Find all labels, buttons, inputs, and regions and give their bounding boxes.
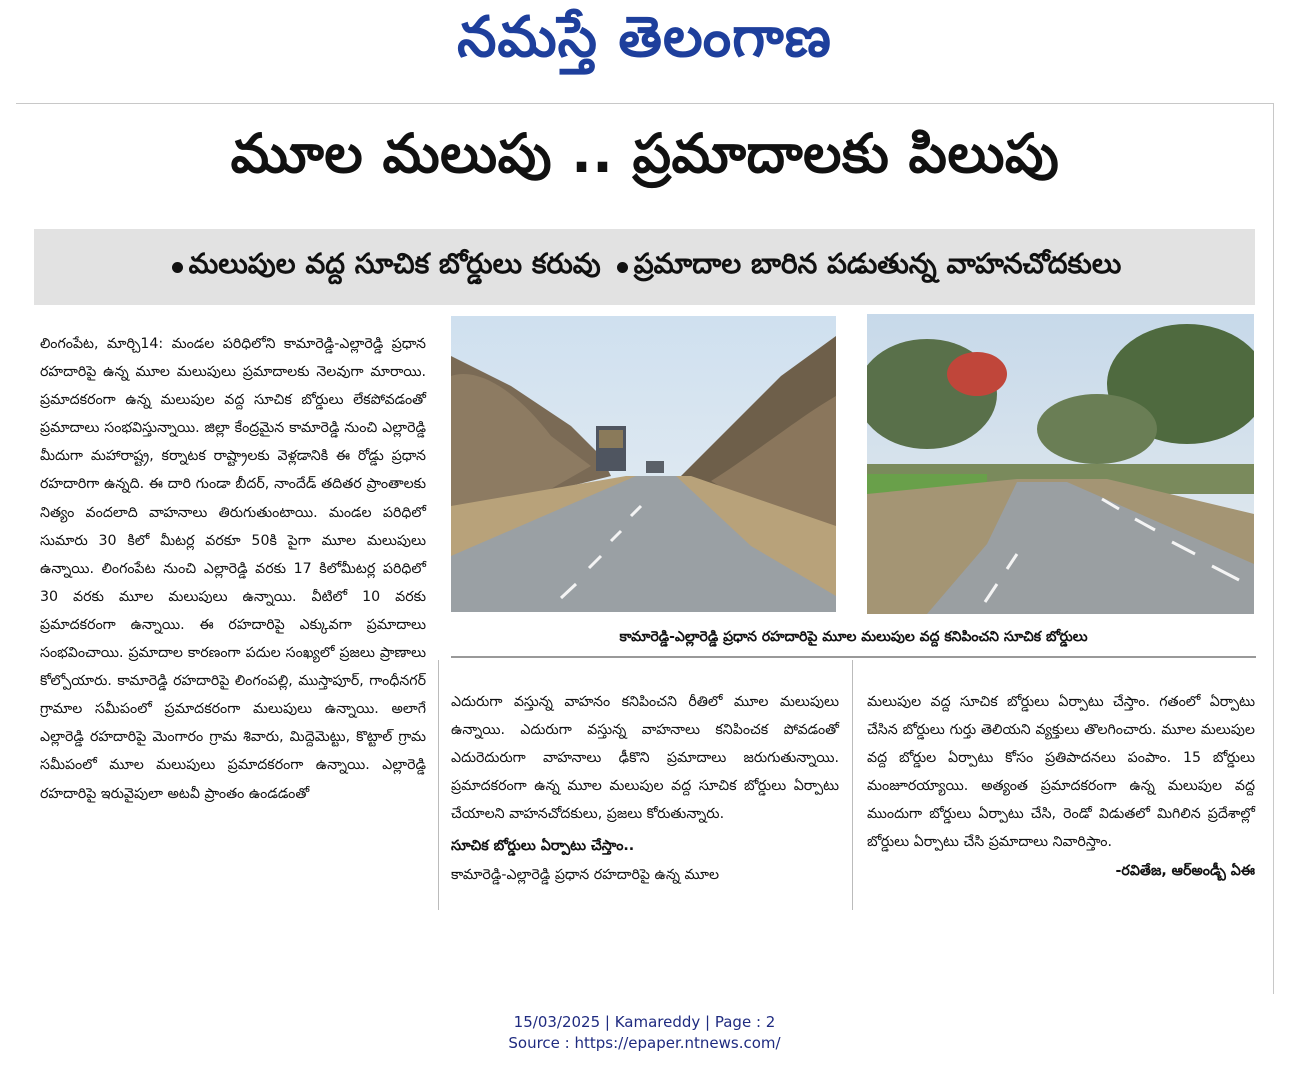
- article-text-col1: లింగంపేట, మార్చి14: మండల పరిధిలోని కామారెడ్డి-ఎల్లారెడ్డి ప్రధాన రహదారిపై ఉన్న మూల మలుపులు ప్రమాదాలకు నెలవుగా మారాయి. ప్రమాదకరంగా ఉన్న మలుపుల వద్ద సూచిక బోర్డులు లేకపోవడంతో ప్రమాదాలు సంభవిస్తున్నాయి. జిల్లా కేంద్రమైన కామారెడ్డి నుంచి ఎల్లారెడ్డి మీదుగా మహారాష్ట్ర, కర్నాటక రాష్ట్రాలకు వెళ్లడానికి ఈ రోడ్డు ప్రధాన రహదారిగా ఉన్నది. ఈ దారి గుండా బీదర్, నాందేడ్ తదితర ప్రాంతాలకు నిత్యం వందలాది వాహనాలు తిరుగుతుంటాయి. మండల పరిధిలో సుమారు 30 కిలో మీటర్ల వరకూ 50కి పైగా మూల మలుపులు ఉన్నాయి. లింగంపేట నుంచి ఎల్లారెడ్డి వరకు 17 కిలోమీటర్ల పరిధిలో 30 వరకు మూల మలుపులు ఉన్నాయి. వీటిలో 10 వరకు ప్రమాదకరంగా ఉన్నాయి. ఈ రహదారిపై ఎక్కువగా ప్రమాదాలు సంభవించాయి. ప్రమాదాల కారణంగా పదుల సంఖ్యలో ప్రజలు ప్రాణాలు కోల్పోయారు. కామారెడ్డి రహదారిపై లింగంపల్లి, ముస్తాపూర్, గాంధీనగర్ గ్రామాల సమీపంలో ప్రమాదకరంగా మలుపులు ఉన్నాయి. అలాగే ఎల్లారెడ్డి రహదారిపై మెంగారం గ్రామ శివారు, మిద్దెమెట్టు, కొట్టాల్ గ్రామ సమీపంలో మూల మలుపులు ప్రమాదకరంగా ఉన్నాయి. ఎల్లారెడ్డి రహదారిపై ఇరువైపులా అటవీ ప్రాంతం ఉండడంతో: [40, 336, 426, 802]
- subheadline-box: [34, 229, 1255, 305]
- article-subtitle: సూచిక బోర్డులు ఏర్పాటు చేస్తాం..: [451, 838, 635, 855]
- footer-date-line: 15/03/2025 | Kamareddy | Page : 2: [513, 1013, 776, 1031]
- page-frame-top: [16, 103, 1274, 104]
- column-divider-1: [438, 660, 439, 910]
- article-byline: -రవితేజ, ఆర్అండ్బీ ఏఈ: [1115, 862, 1255, 879]
- article-text-col2: ఎదురుగా వస్తున్న వాహనం కనిపించని రీతిలో మూల మలుపులు ఉన్నాయి. ఎదురుగా వస్తున్న వాహనాలు కనిపించక పోవడంతో ఎదురెదురుగా వాహనాలు ఢీకొని ప్రమాదాలు జరుగుతున్నాయి. ప్రమాదకరంగా ఉన్న మూల మలుపుల వద్ద సూచిక బోర్డులు ఏర్పాటు చేయాలని వాహనచోదకులు, ప్రజలు కోరుతున్నారు.: [451, 694, 839, 823]
- bullet-icon: [617, 262, 628, 273]
- page-frame-right: [1273, 104, 1274, 994]
- bullet-icon: [172, 262, 183, 273]
- article-column-2: [451, 688, 839, 889]
- road-photo-1: [451, 316, 836, 612]
- article-text-col3: మలుపుల వద్ద సూచిక బోర్డులు ఏర్పాటు చేస్తాం. గతంలో ఏర్పాటు చేసిన బోర్డులు గుర్తు తెలియని వ్యక్తులు తొలగించారు. మూల మలుపుల వద్ద బోర్డుల ఏర్పాటు కోసం ప్రతిపాదనలు పంపాం. 15 బోర్డులు మంజూరయ్యాయి. అత్యంత ప్రమాదకరంగా ఉన్న మలుపుల వద్ద ముందుగా బోర్డులు ఏర్పాటు చేసి, రెండో విడుతలో మిగిలిన ప్రదేశాల్లో బోర్డులు ఏర్పాటు చేసి ప్రమాదాలు నివారిస్తాం.: [867, 694, 1255, 851]
- subheadline-item-1: మలుపుల వద్ద సూచిక బోర్డులు కరువు: [188, 247, 601, 280]
- road-photo-2: [867, 314, 1254, 614]
- article-text-col2-tail: కామారెడ్డి-ఎల్లారెడ్డి ప్రధాన రహదారిపై ఉన్న మూల: [451, 866, 720, 883]
- article-column-3: [867, 688, 1255, 885]
- column-divider-2: [852, 660, 853, 910]
- article-headline: మూల మలుపు .. ప్రమాదాలకు పిలుపు: [230, 121, 1060, 185]
- subheadline-item-2: ప్రమాదాల బారిన పడుతున్న వాహనచోదకులు: [633, 247, 1122, 280]
- masthead: [0, 4, 1289, 84]
- article-column-1: [40, 330, 426, 808]
- photo-caption: కామారెడ్డి-ఎల్లారెడ్డి ప్రధాన రహదారిపై మూల మలుపుల వద్ద కనిపించని సూచిక బోర్డులు: [451, 620, 1256, 658]
- footer-source-line[interactable]: Source : https://epaper.ntnews.com/: [508, 1034, 781, 1052]
- masthead-title: నమస్తే తెలంగాణ: [457, 4, 832, 70]
